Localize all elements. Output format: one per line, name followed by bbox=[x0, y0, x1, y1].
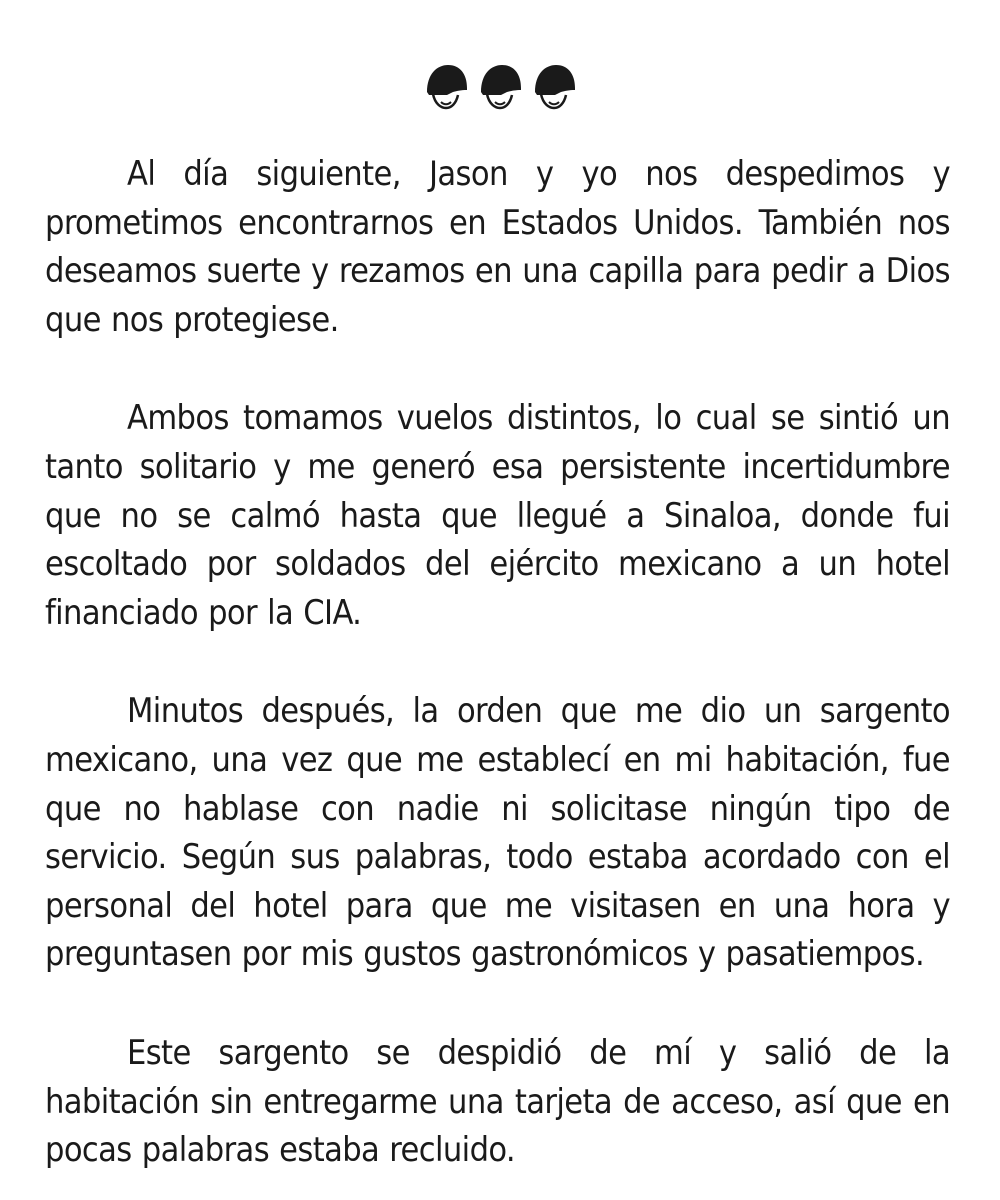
paragraph-4: Este sargento se despidió de mí y salió de la habitación sin entregarme una tarjeta de acceso, así que en pocas palabras estaba recluido. bbox=[45, 1032, 950, 1171]
helmet-icon bbox=[423, 62, 469, 110]
body-text bbox=[45, 150, 950, 1175]
paragraph-1: Al día siguiente, Jason y yo nos despedimos y prometimos encontrarnos en Estados Unidos. También nos deseamos suerte y rezamos en una capilla para pedir a Dios que nos protegiese. bbox=[45, 154, 950, 340]
section-divider bbox=[0, 62, 1000, 110]
paragraph-3: Minutos después, la orden que me dio un sargento mexicano, una vez que me establecí en mi habitación, fue que no hablase con nadie ni solicitase ningún tipo de servicio. Según sus palabras, todo estaba acordado con el personal del hotel para que me visitasen en una hora y preguntasen por mis gustos gastronómicos y pasatiempos. bbox=[45, 691, 950, 975]
helmet-icon bbox=[531, 62, 577, 110]
helmet-icon bbox=[477, 62, 523, 110]
paragraph-2: Ambos tomamos vuelos distintos, lo cual se sintió un tanto solitario y me generó esa persistente incertidumbre que no se calmó hasta que llegué a Sinaloa, donde fui escoltado por soldados del ejército mexicano a un hotel financiado por la CIA. bbox=[45, 398, 950, 633]
